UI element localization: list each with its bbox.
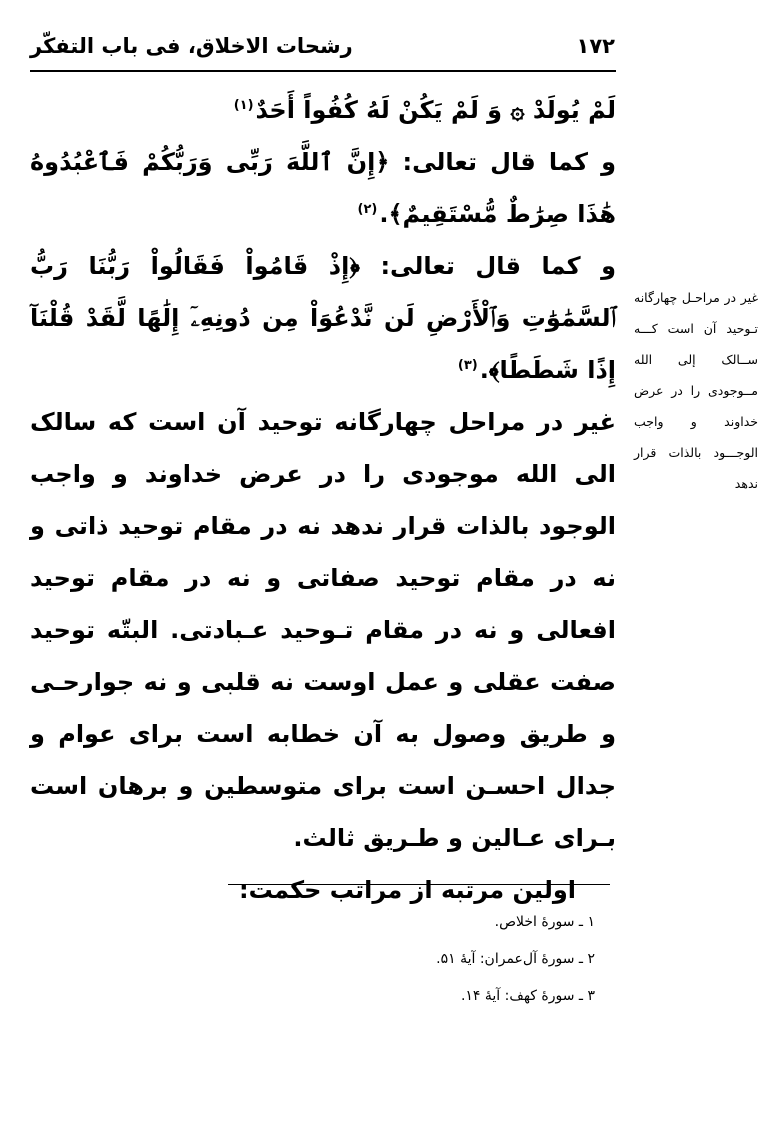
footnotes [300,904,595,1015]
body-paragraph: غیر در مراحل چهارگانه توحید آن است که سالک الی الله موجودی را در عرض خداوند و واجب الوجود بالذات قرار ندهد نه در مقام توحید ذاتی و نه در مقام توحید صفاتی و نه در مقام توحید افعالی و نه در مقام تـوحید عـبادتی. البتّه توحید صفت عقلی و عمل اوست نه قلبی و نه جوارحـی و طریق وصول به آن خطابه است برای عوام و جدال احسـن است برای متوسطین و برهان است بـرای عـالین و طـریق ثالث. [30,408,616,852]
verse-text-1: لَمْ يُولَدْ ۞ وَ لَمْ يَكُنْ لَهُ كُفُواً أَحَدٌ [255,96,616,124]
margin-note: غیر در مراحـل چهارگانه تـوحید آن است کـــه ســالک إلی الله مــوجودی را در عرض خداوند و واجب الوجـــود بالذات قرار ندهد [634,290,758,491]
verse-paragraph-3 [30,240,616,396]
footnote-ref-2: (۲) [357,202,378,217]
footnote-ref-1: (۱) [233,98,254,113]
section-heading: اولین مرتبه از مراتب حکمت: [239,876,576,904]
verse-line-1 [30,84,616,136]
footnote-3: ۳ ـ سورهٔ کهف: آیهٔ ۱۴. [460,988,595,1004]
running-title: رشحات الاخلاق، فی باب التفکّر [30,34,353,58]
footnote-ref-3: (۳) [457,358,478,373]
page-header [30,32,615,68]
footnote-1: ۱ ـ سورهٔ اخلاص. [494,914,595,930]
verse-text-3: و کما قال تعالی: ﴿إِذْ قَامُواْ فَقَالُواْ رَبُّنَا رَبُّ ٱلسَّمَٰوَٰتِ وَٱلْأَرْضِ لَن نَّدْعُوَاْ مِن دُونِهِۦٓ إِلَٰهًا لَّقَدْ قُلْنَآ إِذًا شَطَطًا﴾. [30,252,616,384]
verse-paragraph-2 [30,136,616,240]
main-text [30,84,616,916]
verse-text-2: و کما قال تعالی: ﴿إِنَّ ٱللَّهَ رَبِّی وَرَبُّكُمْ فَٱعْبُدُوهُ هَٰذَا صِرَٰطٌ مُّسْتَقِيمٌ﴾. [30,148,616,228]
footnote-rule [228,884,610,885]
footnote-2: ۲ ـ سورهٔ آل‌عمران: آیهٔ ۵۱. [436,951,595,967]
header-rule [30,70,616,72]
page-number: ۱۷۲ [576,34,615,58]
